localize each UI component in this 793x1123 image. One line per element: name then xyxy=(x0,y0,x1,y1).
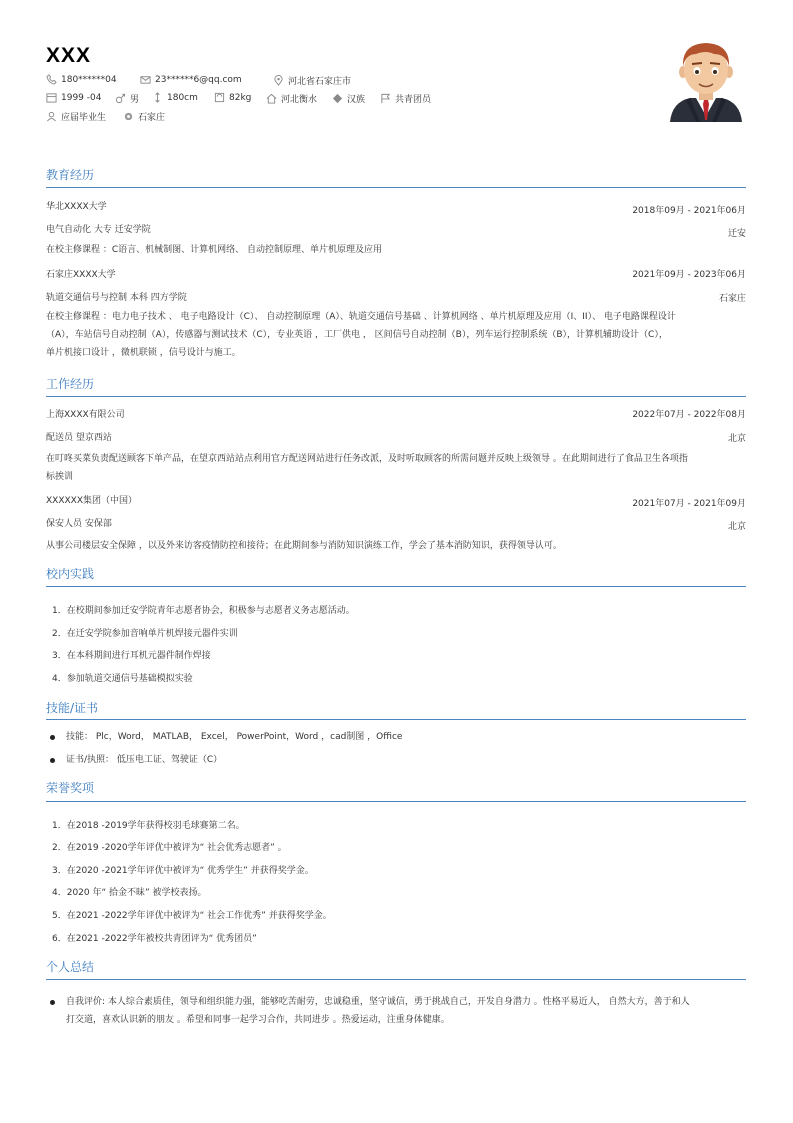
location-info xyxy=(273,74,351,87)
work-desc-line: 标挨训 xyxy=(46,472,74,482)
edu-school: 石家庄XXXX大学 xyxy=(46,270,116,280)
ethnicity-info xyxy=(332,92,365,105)
status-info xyxy=(46,110,106,123)
section-title-honors: 荣誉奖项 xyxy=(46,781,95,795)
home-icon xyxy=(266,93,277,104)
section-divider xyxy=(46,396,746,397)
phone-info xyxy=(46,74,117,85)
summary-text xyxy=(66,993,741,1029)
work-company: 上海XXXX有限公司 xyxy=(46,410,125,420)
edu-place: 石家庄 xyxy=(718,294,746,304)
edu-date: 2021年09月 - 2023年06月 xyxy=(632,270,746,280)
certificates-text: 证书/执照： 低压电工证、驾驶证（C） xyxy=(66,755,223,765)
edu-major: 轨道交通信号与控制 本科 四方学院 xyxy=(46,293,187,303)
candidate-name: XXX xyxy=(46,44,92,67)
work-desc-line: 在叮咚买菜负责配送顾客下单产品，在望京西站站点利用官方配送网站进行任务改派，及时听取顾客的所需问题并反映上级领导 。在此期间进行了食品卫生各项指 xyxy=(46,454,688,464)
avatar xyxy=(668,40,744,122)
gender-icon xyxy=(115,93,126,104)
bullet-icon xyxy=(50,735,55,740)
section-divider xyxy=(46,586,746,587)
hometown-info xyxy=(266,92,317,105)
summary-line: 自我评价: 本人综合素质佳，领导和组织能力强，能够吃苦耐劳，忠诚稳重，坚守诚信，勇于挑战自己，开发自身潜力 。性格平易近人， 自然大方，善于和人 xyxy=(66,997,690,1007)
section-title-education: 教育经历 xyxy=(46,168,95,182)
section-title-campus: 校内实践 xyxy=(46,567,95,581)
location-icon xyxy=(273,75,284,86)
ethnicity-text: 汉族 xyxy=(347,95,366,105)
section-title-work: 工作经历 xyxy=(46,377,95,391)
work-desc: 从事公司楼层安全保障 ，以及外来访客疫情防控和接待；在此期间参与消防知识演练工作，学会了基本消防知识，获得领导认可。 xyxy=(46,541,562,551)
edu-major: 电气自动化 大专 迁安学院 xyxy=(46,225,151,235)
flag-icon xyxy=(380,93,391,104)
pin-icon xyxy=(123,111,134,122)
section-divider xyxy=(46,187,746,188)
list-item: 1．在2018 -2019学年获得校羽毛球赛第二名。 xyxy=(52,821,245,831)
user-icon xyxy=(46,111,57,122)
bullet-icon xyxy=(50,758,55,763)
work-company: XXXXXX集团（中国） xyxy=(46,496,137,506)
section-divider xyxy=(46,719,746,720)
edu-place: 迁安 xyxy=(727,229,746,239)
work-desc xyxy=(46,450,741,486)
ethnicity-icon xyxy=(332,93,343,104)
summary-line: 打交道，喜欢认识新的朋友 。希望和同事一起学习合作，共同进步 。热爱运动，注重身体健康。 xyxy=(66,1015,450,1025)
list-item: 4．2020 年“ 拾金不昧” 被学校表扬。 xyxy=(52,888,207,898)
work-place: 北京 xyxy=(727,434,746,444)
edu-courses xyxy=(46,308,741,362)
city-text: 石家庄 xyxy=(138,113,166,123)
work-date: 2021年07月 - 2021年09月 xyxy=(632,499,746,509)
city-info xyxy=(123,110,165,123)
list-item: 6．在2021 -2022学年被校共青团评为“ 优秀团员” xyxy=(52,934,257,944)
phone-icon xyxy=(46,74,57,85)
bullet-icon xyxy=(50,1000,55,1005)
list-item: 5．在2021 -2022学年评优中被评为“ 社会工作优秀” 并获得奖学金。 xyxy=(52,911,332,921)
section-divider xyxy=(46,801,746,802)
weight-icon xyxy=(214,92,225,103)
edu-date: 2018年09月 - 2021年06月 xyxy=(632,206,746,216)
list-item: 3．在2020 -2021学年评优中被评为“ 优秀学生” 并获得奖学金。 xyxy=(52,866,314,876)
edu-courses: 在校主修课程 ：C语言、机械制图、计算机网络、 自动控制原理、单片机原理及应用 xyxy=(46,245,383,255)
email-info xyxy=(140,74,242,85)
birth-text: 1999 -04 xyxy=(61,92,102,103)
work-role: 保安人员 安保部 xyxy=(46,519,112,529)
edu-course-line: （A），车站信号自动控制（A），传感器与测试技术（C），专业英语 ，工厂供电 ， 区间信号自动控制（B），列车运行控制系统（B），计算机辅助设计（C）， xyxy=(46,330,668,340)
list-item: 2．在迁安学院参加音响单片机焊接元器件实训 xyxy=(52,629,238,639)
phone-text: 180******04 xyxy=(61,74,117,85)
skills-text: 技能： Plc，Word， MATLAB， Excel， PowerPoint，Word ，cad制图 ，Office xyxy=(66,732,403,742)
location-text: 河北省石家庄市 xyxy=(288,77,352,87)
section-title-summary: 个人总结 xyxy=(46,960,95,974)
work-place: 北京 xyxy=(727,522,746,532)
weight-info xyxy=(214,92,251,103)
edu-course-line: 单片机接口设计 ，微机联锁 ，信号设计与施工。 xyxy=(46,348,241,358)
birth-info xyxy=(46,92,101,103)
list-item: 3．在本科期间进行耳机元器件制作焊接 xyxy=(52,651,211,661)
section-title-skills: 技能/证书 xyxy=(46,701,99,715)
height-icon xyxy=(152,92,163,103)
height-info xyxy=(152,92,198,103)
list-item: 4．参加轨道交通信号基础模拟实验 xyxy=(52,674,193,684)
work-date: 2022年07月 - 2022年08月 xyxy=(632,410,746,420)
email-text: 23******6@qq.com xyxy=(155,74,242,85)
work-role: 配送员 望京西站 xyxy=(46,433,112,443)
gender-info xyxy=(115,92,139,105)
status-text: 应届毕业生 xyxy=(61,113,107,123)
calendar-icon xyxy=(46,92,57,103)
hometown-text: 河北衡水 xyxy=(281,95,318,105)
edu-course-line: 在校主修课程 ：电力电子技术 、 电子电路设计（C）、 自动控制原理（A）、轨道交通信号基础 、计算机网络 、单片机原理及应用（I、II）、 电子电路课程设计 xyxy=(46,312,676,322)
section-divider xyxy=(46,979,746,980)
email-icon xyxy=(140,74,151,85)
edu-school: 华北XXXX大学 xyxy=(46,202,107,212)
list-item: 1．在校期间参加迁安学院青年志愿者协会，积极参与志愿者义务志愿活动。 xyxy=(52,606,355,616)
gender-text: 男 xyxy=(130,95,140,105)
list-item: 2．在2019 -2020学年评优中被评为“ 社会优秀志愿者” 。 xyxy=(52,843,287,853)
height-text: 180cm xyxy=(167,92,198,103)
politics-text: 共青团员 xyxy=(395,95,432,105)
weight-text: 82kg xyxy=(229,92,252,103)
politics-info xyxy=(380,92,431,105)
